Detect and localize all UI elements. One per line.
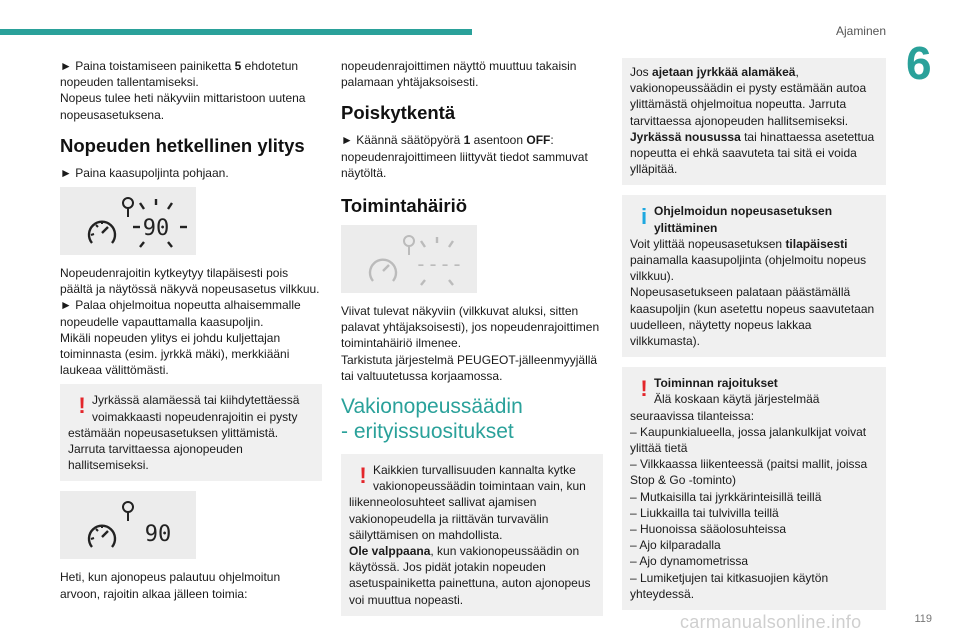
paragraph: ► Paina toistamiseen painiketta 5 ehdotetun nopeuden tallentamiseksi. <box>60 59 299 90</box>
illustration-speed-value: ---- <box>414 252 464 277</box>
chapter-number: 6 <box>906 37 932 89</box>
header-accent-bar <box>0 29 472 35</box>
speedometer-icon <box>60 187 196 255</box>
paragraph: ► Palaa ohjelmoitua nopeutta alhaisemmalle nopeudelle vapauttamalla kaasupoljin. <box>60 298 301 329</box>
speedometer-icon <box>60 491 196 559</box>
speed-limiter-fault-illustration <box>341 225 477 293</box>
list-item: – Ajo dynamometrissa <box>630 554 749 569</box>
paragraph: Mikäli nopeuden ylitys ei johdu kuljettajan toiminnasta (esim. jyrkkä mäki), merkkiääni laukeaa välittömästi. <box>60 330 290 378</box>
paragraph: ► Käännä säätöpyörä 1 asentoon OFF: nopeudenrajoittimeen liittyvät tiedot sammuvat näytöltä. <box>341 133 588 180</box>
heading-malfunction: Toimintahäiriö <box>341 195 468 217</box>
illustration-speed-value: 90 <box>142 216 170 242</box>
warning-icon: ! <box>359 463 367 489</box>
info-icon: i <box>640 204 648 230</box>
column-3 <box>622 58 886 610</box>
page-number: 119 <box>914 613 932 625</box>
list-item: – Vilkkaassa liikenteessä (paitsi mallit, joissa Stop & Go -tominto) <box>630 457 868 488</box>
warning-icon: ! <box>78 393 86 419</box>
list-item: – Lumiketjujen tai kitkasuojien käytön yhteydessä. <box>630 570 829 601</box>
heading-switch-off: Poiskytkentä <box>341 102 456 124</box>
list-item: – Ajo kilparadalla <box>630 538 721 553</box>
speedometer-icon <box>341 225 477 293</box>
warning-box: ! Kaikkien turvallisuuden kannalta kytke vakionopeussäädin toimintaan vain, kun liikenneolosuhteet sallivat ajamisen vakionopeudella ja riittävän turvavälin säilyttämisen on mahdollista. Ole valppaana, kun vakionopeussäädin on käytössä. Jos pidät jotakin nopeuden asetuspainiketta painettuna, auton ajonopeus voi muuttua nopeasti. <box>341 454 603 616</box>
column-2 <box>341 58 603 616</box>
speed-limiter-steady-illustration <box>60 491 196 559</box>
list-item: – Mutkaisilla tai jyrkkärinteisillä teillä <box>630 489 822 504</box>
warning-icon: ! <box>640 376 648 402</box>
paragraph: Tarkistuta järjestelmä PEUGEOT-jälleenmyyjällä tai valtuutetussa korjaamossa. <box>341 352 598 383</box>
heading-overspeed: Nopeuden hetkellinen ylitys <box>60 134 305 156</box>
note-box: Jos ajetaan jyrkkää alamäkeä, vakionopeussäädin ei pysty estämään autoa ylittämästä ohjelmoitua nopeutta. Jarruta tarvittaessa ajonopeuden hallitsemiseksi. Jyrkässä nousussa tai hinattaessa asetettua nopeutta ei ehkä saavuteta tai sitä ei voida ylläpitää. <box>622 58 886 185</box>
column-1 <box>60 58 322 602</box>
paragraph: ► Paina kaasupoljinta pohjaan. <box>60 165 229 180</box>
heading-cruise-control: Vakionopeussäädin - erityissuositukset <box>341 395 523 444</box>
paragraph: Viivat tulevat näkyviin (vilkkuvat aluksi, sitten palavat yhtäjaksoisesti), jos nopeudenrajoittimen toimintahäiriö ilmenee. <box>341 304 600 351</box>
warning-box: ! Toiminnan rajoitukset Älä koskaan käytä järjestelmää seuraavissa tilanteissa: – Kaupunkialueella, jossa jalankulkijat voivat ylittää tietä – Vilkkaassa liikenteessä (paitsi mallit, joissa Stop & Go -tominto) – Mutkaisilla tai jyrkkärinteisillä teillä – Liukkailla tai tulvivilla teillä – Huonoissa sääolosuhteissa – Ajo kilparadalla – Ajo dynamometrissa – Lumiketjujen tai kitkasuojien käytön yhteydessä. <box>622 367 886 610</box>
list-item: – Kaupunkialueella, jossa jalankulkijat voivat ylittää tietä <box>630 424 867 456</box>
warning-box: ! Jyrkässä alamäessä tai kiihdytettäessä voimakkaasti nopeudenrajoitin ei pysty estämään nopeusasetuksen ylittämistä. Jarruta tarvittaessa ajonopeuden hallitsemiseksi. <box>60 384 322 481</box>
list-item: – Huonoissa sääolosuhteissa <box>630 522 787 537</box>
list-item: – Liukkailla tai tulvivilla teillä <box>630 505 779 520</box>
speed-limiter-flashing-illustration <box>60 187 196 255</box>
watermark: carmanualsonline.info <box>680 612 862 632</box>
illustration-speed-value: 90 <box>144 522 172 548</box>
section-title: Ajaminen <box>835 24 886 38</box>
paragraph: Nopeus tulee heti näkyviin mittaristoon uutena nopeusasetuksena. <box>60 91 306 122</box>
paragraph: Nopeudenrajoitin kytkeytyy tilapäisesti pois päältä ja näytössä näkyvä nopeusasetus vilkkuu. <box>60 266 320 297</box>
paragraph: nopeudenrajoittimen näyttö muuttuu takaisin palamaan yhtäjaksoisesti. <box>341 59 577 90</box>
paragraph: Heti, kun ajonopeus palautuu ohjelmoitun arvoon, rajoitin alkaa jälleen toimia: <box>60 570 281 601</box>
info-box: i Ohjelmoidun nopeusasetuksen ylittäminen Voit ylittää nopeusasetuksen tilapäisesti painamalla kaasupoljinta (ohjelmoitu nopeus vilkkuu). Nopeusasetukseen palataan päästämällä kaasupoljin (kun asetettu nopeus saavutetaan uudelleen, näytetty nopeus lakkaa vilkkumasta). <box>622 195 886 357</box>
